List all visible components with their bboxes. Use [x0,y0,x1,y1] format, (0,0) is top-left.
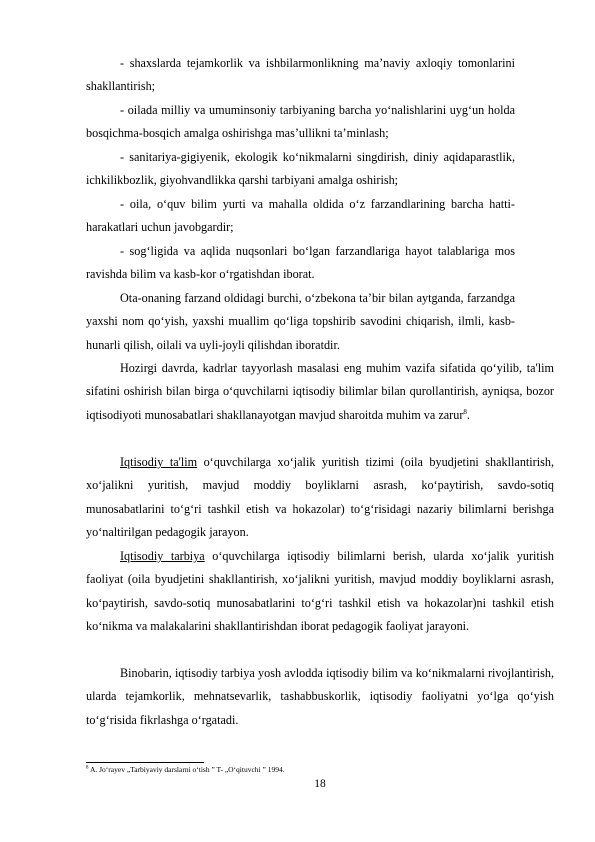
list-item: - shaxslarda tejamkorlik va ishbilarmonlikning ma’naviy axloqiy tomonlarini shakllantirish; [86,56,515,94]
body-paragraph: Hozirgi davrda, kadrlar tayyorlash masalasi eng muhim vazifa sifatida qo‘yilib, ta'lim sifatini oshirish bilan birga o‘quvchilarni iqtisodiy bilimlar bilan qurollantirish, ayniqsa, bozor iqtisodiyoti munosabatlari shakllanayotgan mavjud sharoitda muhim va zarur$^8$. [86,361,554,422]
footnote-reference[interactable]: 8 [463,407,467,416]
footnote-divider [86,762,204,763]
list-item: - sog‘ligida va aqlida nuqsonlari bo‘lgan farzandlariga hayot talablariga mos ravishda bilim va kasb-kor o‘rgatishdan iborat. [86,244,515,282]
defined-term: Iqtisodiy ta'lim [120,455,198,469]
list-item: - oilada milliy va umuminsoniy tarbiyaning barcha yo‘nalishlarini uyg‘un holda bosqichma-bosqich amalga oshirishga mas’ullikni ta’minlash; [86,103,515,141]
defined-term: Iqtisodiy tarbiya [120,549,205,563]
footnote: $^8$ A. Jo‘rayev „Tarbiyaviy darslarni o‘tish ” T- „O‘qituvchi ” 1994. [86,765,285,774]
definition-paragraph: Iqtisodiy tarbiya o‘quvchilarga iqtisodiy bilimlarni berish, ularda xo‘jalik yuritish faoliyat (oila byudjetini shakllantirish, xo‘jalikni yuritish, mavjud moddiy boyliklarni asrash, ko‘paytirish, savdo-sotiq munosabatlarini to‘g‘ri tashkil etish va hokazolar)ni tashkil etish ko‘nikma va malakalarini shakllantirishdan iborat pedagogik faoliyat jarayoni. [86,549,554,634]
definition-paragraph: Iqtisodiy ta'lim o‘quvchilarga xo‘jalik yuritish tizimi (oila byudjetini shakllantirish, xo‘jalikni yuritish, mavjud moddiy boyliklarni asrash, ko‘paytirish, savdo-sotiq munosabatlarini to‘g‘ri tashkil etish va hokazolar) to‘g‘risidagi nazariy bilimlarni berishga yo‘naltirilgan pedagogik jarayon. [86,455,555,540]
page-number: 18 [314,778,326,790]
list-item: - sanitariya-gigiyenik, ekologik ko‘nikmalarni singdirish, diniy aqidaparastlik, ichkilikbozlik, giyohvandlikka qarshi tarbiyani amalga oshirish; [86,150,515,188]
list-item: - oila, o‘quv bilim yurti va mahalla oldida o‘z farzandlarining barcha hatti-harakatlari uchun javobgardir; [86,197,515,235]
body-paragraph: Binobarin, iqtisodiy tarbiya yosh avlodda iqtisodiy bilim va ko‘nikmalarni rivojlantirish, ularda tejamkorlik, mehnatsevarlik, tashabbuskorlik, iqtisodiy faoliyatni yo‘lga qo‘yish to‘g‘risida fikrlashga o‘rgatadi. [86,666,554,727]
body-paragraph: Ota-onaning farzand oldidagi burchi, o‘zbekona ta’bir bilan aytganda, farzandga yaxshi nom qo‘yish, yaxshi muallim qo‘liga topshirib savodini chiqarish, ilmli, kasb-hunarli qilish, oilali va uyli-joyli qilishdan iboratdir. [86,291,515,352]
